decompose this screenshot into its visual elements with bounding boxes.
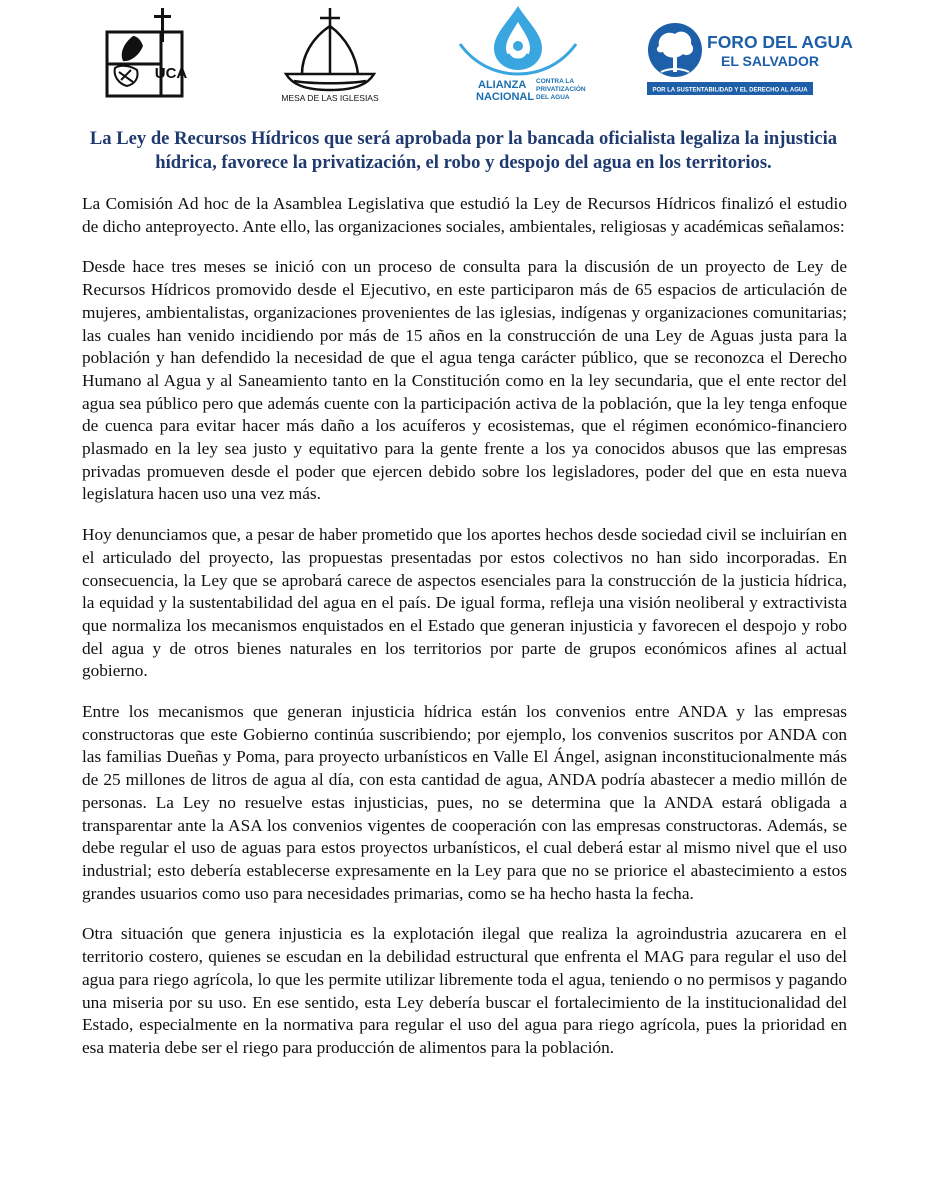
alianza-side1: CONTRA LA <box>536 78 575 85</box>
mesa-iglesias-logo <box>272 4 388 104</box>
bird-icon <box>115 36 143 86</box>
tree-icon <box>648 23 702 77</box>
title-line-2: hídrica, favorece la privatización, el robo y despojo del agua en los territorios. <box>155 152 772 173</box>
alianza-side2: PRIVATIZACIÓN <box>536 86 586 93</box>
title-line-1: La Ley de Recursos Hídricos que será aprobada por la bancada oficialista legaliza la injusticia <box>89 128 838 149</box>
mesa-caption: MESA DE LAS IGLESIAS <box>281 93 379 103</box>
alianza-line2: NACIONAL <box>476 91 535 103</box>
foro-tagline: POR LA SUSTENTABILIDAD Y EL DERECHO AL AGUA <box>652 87 808 94</box>
foro-line1: FORO DEL AGUA <box>707 32 853 52</box>
alianza-nacional-logo <box>456 4 586 104</box>
uca-logo <box>105 6 188 102</box>
document-body <box>82 193 847 1078</box>
paragraph-1: La Comisión Ad hoc de la Asamblea Legislativa que estudió la Ley de Recursos Hídricos finalizó el estudio de dicho anteproyecto. Ante ello, las organizaciones sociales, ambientales, religiosas y académicas señalamos: <box>82 194 847 236</box>
paragraph-2: Desde hace tres meses se inició con un proceso de consulta para la discusión de un proyecto de Ley de Recursos Hídricos promovido desde el Ejecutivo, en este participaron más de 65 espacios de articulación de mujeres, ambientalistas, organizaciones provenientes de las iglesias, indígenas y organizaciones comunitarias; las cuales han venido incidiendo por más de 15 años en la construcción de una Ley de Aguas justa para la población y han defendido la necesidad de que el agua tenga carácter público, que se reconozca el Derecho Humano al Agua y al Saneamiento tanto en la Constitución como en la ley secundaria, que el ente rector del agua sea público pero que además cuente con la participación activa de la población, que la ley tenga enfoque de cuenca para evitar hacer más daño a los acuíferos y ecosistemas, que el régimen económico-financiero plasmado en la ley sea justo y equitativo para la gente frente a los ya conocidos abusos que las empresas privadas promueven desde el poder que ejercen debido sobre los legisladores, poder del que en esta nueva legislatura hacen uso una vez más. <box>82 257 847 504</box>
logo-header <box>0 0 927 110</box>
uca-text: UCA <box>154 65 188 82</box>
paragraph-4: Entre los mecanismos que generan injusticia hídrica están los convenios entre ANDA y las empresas constructoras que este Gobierno continúa suscribiendo; por ejemplo, los convenios suscritos por ANDA con las familias Dueñas y Poma, para proyecto urbanísticos en Valle El Ángel, asignan inconstitucionalmente más de 25 millones de litros de agua al día, con esta cantidad de agua, ANDA podría abastecer a medio millón de personas. La Ley no resuelve estas injusticias, pues, no se determina que la ANDA estará obligada a transparentar ante la ASA los convenios vigentes de cooperación con las empresas constructoras. Además, se debe regular el uso de aguas para estos proyectos urbanísticos, el cual deberá estar al mismo nivel que el uso industrial; esto debería establecerse expresamente en la Ley para que no se priorice el abastecimiento a estos grandes usuarios como uso para necesidades primarias, como se ha hecho hasta la fecha. <box>82 702 847 903</box>
foro-del-agua-logo <box>647 20 853 96</box>
water-drop-icon <box>494 6 542 70</box>
document-title <box>80 127 847 175</box>
alianza-line1: ALIANZA <box>478 79 527 91</box>
boat-cross-icon <box>286 8 374 90</box>
foro-line2: EL SALVADOR <box>721 53 820 69</box>
paragraph-3: Hoy denunciamos que, a pesar de haber prometido que los aportes hechos desde sociedad civil se incluirían en el articulado del proyecto, las propuestas presentadas por estos colectivos no han sido incorporadas. En consecuencia, la Ley que se aprobará carece de aspectos esenciales para la construcción de la justicia hídrica, la equidad y la sustentabilidad del agua en el país. De igual forma, refleja una visión neoliberal y extractivista que normaliza los mecanismos enquistados en el Estado que generan injusticia y favorecen el despojo y robo del agua y de otros bienes naturales en los territorios por parte de grupos económicos afines al actual gobierno. <box>82 525 847 681</box>
paragraph-5: Otra situación que genera injusticia es la explotación ilegal que realiza la agroindustria azucarera en el territorio costero, quienes se escudan en la debilidad estructural que enfrenta el MAG para regular el uso del agua para riego agrícola, lo que les permite utilizar libremente toda el agua, teniendo o no permisos y pagando una miseria por su uso. En ese sentido, esta Ley debería buscar el fortalecimiento de la institucionalidad del Estado, especialmente en la normativa para regular el uso del agua para riego agrícola, pues la prioridad en esa materia debe ser el riego para producción de alimentos para la población. <box>82 924 847 1057</box>
alianza-side3: DEL AGUA <box>536 94 570 101</box>
